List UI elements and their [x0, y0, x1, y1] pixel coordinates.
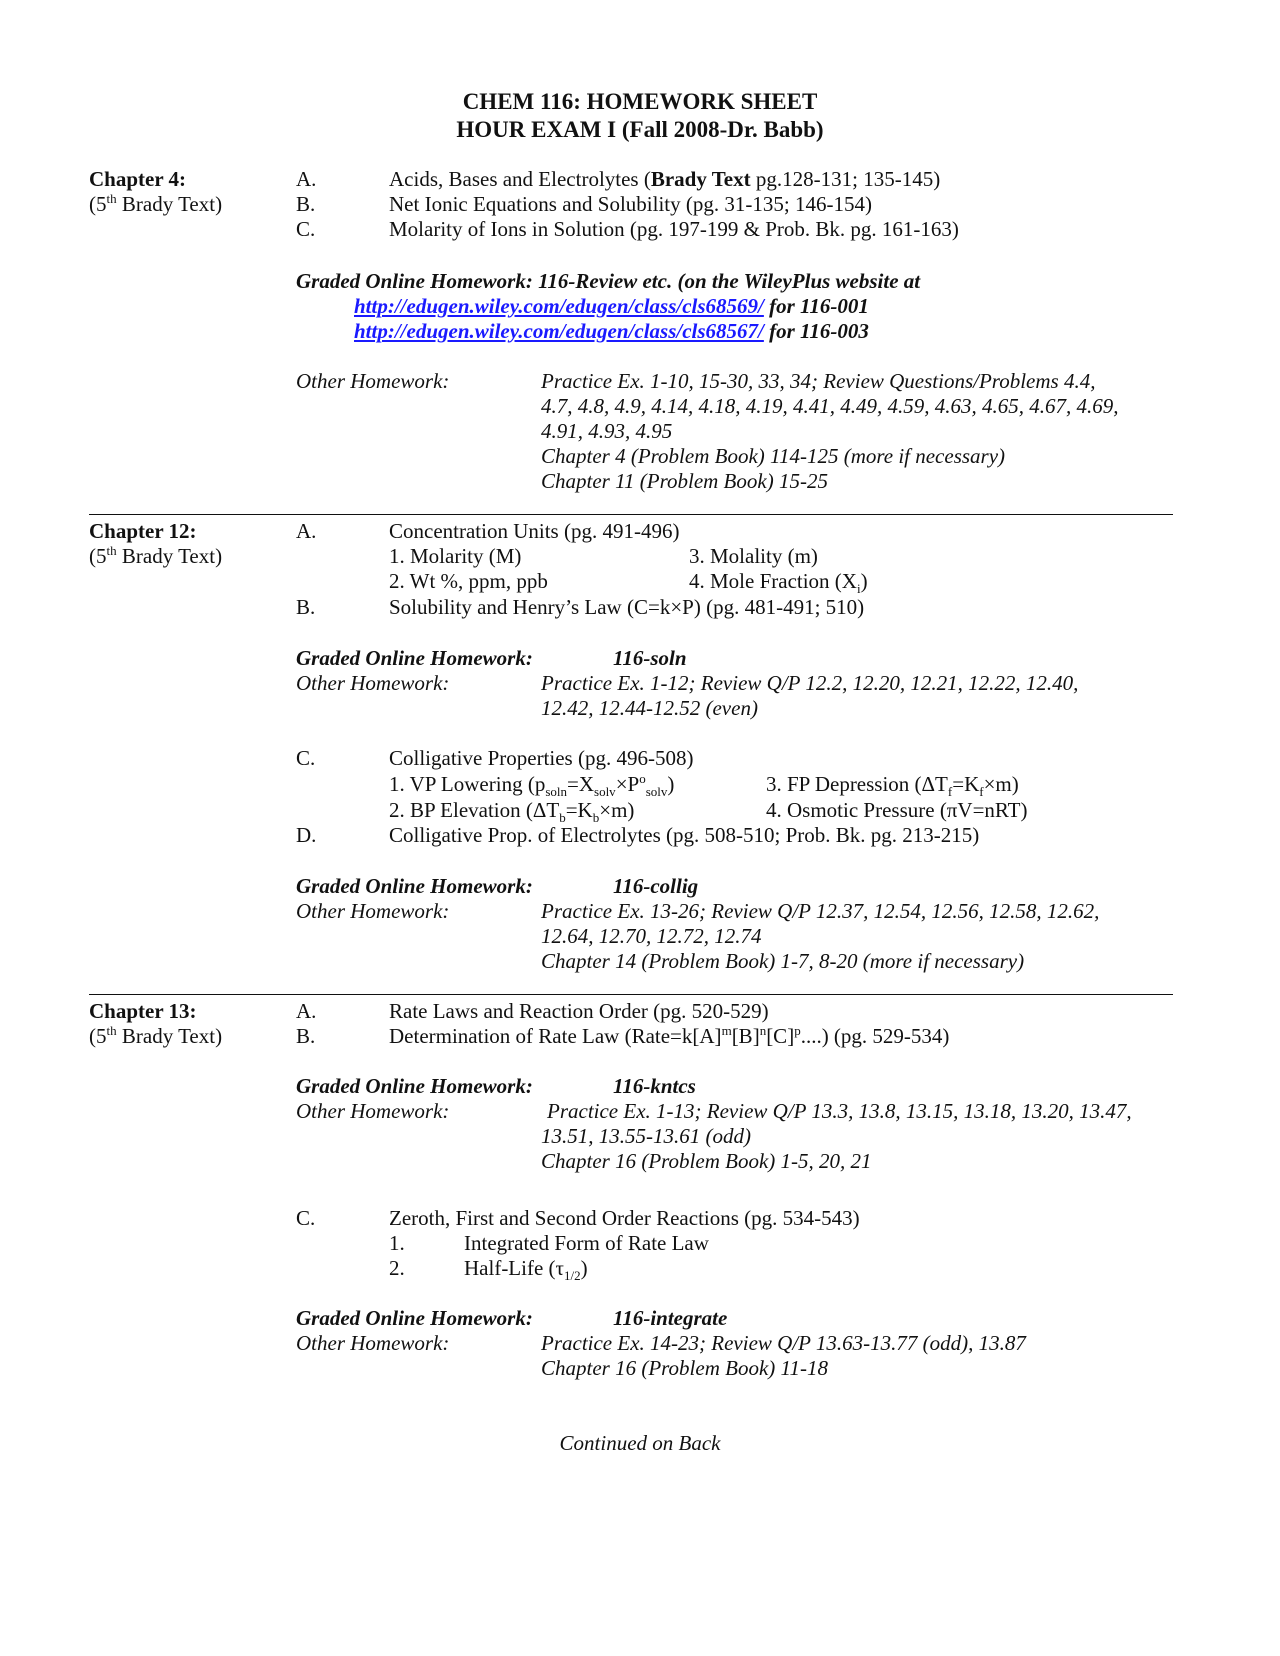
ch12-item-c-letter: C.: [296, 746, 316, 770]
continued-note: Continued on Back: [559, 1431, 721, 1455]
ch12-other-homework-label: Other Homework:: [296, 899, 450, 923]
ch13-subitem-number: 2.: [389, 1256, 405, 1280]
ch13-subitem: Integrated Form of Rate Law: [464, 1231, 709, 1255]
chapter-4-heading: Chapter 4:: [89, 167, 187, 191]
ch12-graded-homework-code: 116-collig: [613, 874, 699, 898]
ch4-item-b: Net Ionic Equations and Solubility (pg. 31-135; 146-154): [389, 192, 872, 216]
ch12-subitem: 1. Molarity (M): [389, 544, 522, 568]
chapter-12-text-ref: (5th Brady Text): [89, 543, 223, 568]
chapter-13-heading: Chapter 13:: [89, 999, 197, 1023]
ch12-other-homework-label: Other Homework:: [296, 671, 450, 695]
ch12-item-b-letter: B.: [296, 595, 316, 619]
ch13-other-line: Chapter 16 (Problem Book) 1-5, 20, 21: [541, 1149, 872, 1173]
wileyplus-link-001[interactable]: http://edugen.wiley.com/edugen/class/cls68569/: [354, 294, 764, 318]
chapter-12-heading: Chapter 12:: [89, 519, 197, 543]
ch4-item-c: Molarity of Ions in Solution (pg. 197-199 & Prob. Bk. pg. 161-163): [389, 217, 959, 241]
ch4-item-b-letter: B.: [296, 192, 316, 216]
ch12-item-a-letter: A.: [296, 519, 317, 543]
ch4-other-line: Chapter 11 (Problem Book) 15-25: [541, 469, 828, 493]
ch4-other-line: 4.7, 4.8, 4.9, 4.14, 4.18, 4.19, 4.41, 4.49, 4.59, 4.63, 4.65, 4.67, 4.69,: [541, 394, 1119, 418]
ch13-subitem-number: 1.: [389, 1231, 405, 1255]
ch12-graded-homework-label: Graded Online Homework:: [296, 646, 533, 670]
ch13-graded-homework-label: Graded Online Homework:: [296, 1306, 533, 1330]
ch13-other-line: Practice Ex. 14-23; Review Q/P 13.63-13.77 (odd), 13.87: [541, 1331, 1026, 1355]
ch4-other-line: Practice Ex. 1-10, 15-30, 33, 34; Review Questions/Problems 4.4,: [541, 369, 1096, 393]
ch13-other-homework-label: Other Homework:: [296, 1331, 450, 1355]
ch12-other-line: Practice Ex. 13-26; Review Q/P 12.37, 12.54, 12.56, 12.58, 12.62,: [541, 899, 1100, 923]
ch4-item-c-letter: C.: [296, 217, 316, 241]
ch12-other-line: 12.64, 12.70, 12.72, 12.74: [541, 924, 762, 948]
ch12-item-a: Concentration Units (pg. 491-496): [389, 519, 680, 543]
ch13-graded-homework-label: Graded Online Homework:: [296, 1074, 533, 1098]
ch12-subitem: 2. BP Elevation $(\Delta T_b=K_b\times m)$: [389, 798, 635, 826]
ch12-item-d-letter: D.: [296, 823, 317, 847]
ch12-subitem: 4. Mole Fraction $(X_i)$: [689, 569, 868, 597]
ch12-subitem: 3. Molality (m): [689, 544, 818, 568]
chapter-4-text-ref: (5th Brady Text): [89, 191, 223, 216]
ch4-link-001-row: http://edugen.wiley.com/edugen/class/cls68569/ for 116-001: [354, 294, 869, 318]
ch4-item-a: Acids, Bases and Electrolytes (Brady Text pg.128-131; 135-145): [389, 167, 941, 191]
ch12-subitem: 2. Wt %, ppm, ppb: [389, 569, 548, 593]
ch4-other-line: Chapter 4 (Problem Book) 114-125 (more if necessary): [541, 444, 1006, 468]
ch13-item-c: Zeroth, First and Second Order Reactions (pg. 534-543): [389, 1206, 860, 1230]
ch12-other-line: 12.42, 12.44-12.52 (even): [541, 696, 758, 720]
ch12-subitem: 1. VP Lowering $(p_{soln}=X_{solv}\times P^o_{solv})$: [389, 771, 675, 800]
ch12-subitem: 3. FP Depression $(\Delta T_f=K_f\times m)$: [766, 772, 1019, 800]
wileyplus-link-003[interactable]: http://edugen.wiley.com/edugen/class/cls68567/: [354, 319, 764, 343]
ch13-item-a: Rate Laws and Reaction Order (pg. 520-529): [389, 999, 769, 1023]
ch13-item-b-letter: B.: [296, 1024, 316, 1048]
ch4-graded-homework: Graded Online Homework: 116-Review etc. (on the WileyPlus website at: [296, 269, 921, 293]
ch12-graded-homework-code: 116-soln: [613, 646, 687, 670]
ch13-item-b: Determination of Rate Law $(Rate=k[A]^m[B]^n[C]^p....)$ (pg. 529-534): [389, 1023, 950, 1048]
ch4-other-homework-label: Other Homework:: [296, 369, 450, 393]
ch12-other-line: Practice Ex. 1-12; Review Q/P 12.2, 12.20, 12.21, 12.22, 12.40,: [541, 671, 1079, 695]
ch12-graded-homework-label: Graded Online Homework:: [296, 874, 533, 898]
ch12-subitem: 4. Osmotic Pressure (πV=nRT): [766, 798, 1028, 822]
ch4-link-003-row: http://edugen.wiley.com/edugen/class/cls68567/ for 116-003: [354, 319, 869, 343]
ch13-item-a-letter: A.: [296, 999, 317, 1023]
ch13-other-line: Chapter 16 (Problem Book) 11-18: [541, 1356, 828, 1380]
ch13-item-c-letter: C.: [296, 1206, 316, 1230]
ch13-graded-homework-code: 116-integrate: [613, 1306, 728, 1330]
chapter-13-text-ref: (5th Brady Text): [89, 1023, 223, 1048]
ch13-graded-homework-code: 116-kntcs: [613, 1074, 696, 1098]
ch13-other-line: 13.51, 13.55-13.61 (odd): [541, 1124, 751, 1148]
section-divider: [89, 994, 1173, 995]
ch4-other-line: 4.91, 4.93, 4.95: [541, 419, 673, 443]
section-divider: [89, 514, 1173, 515]
ch12-other-line: Chapter 14 (Problem Book) 1-7, 8-20 (more if necessary): [541, 949, 1025, 973]
ch12-item-b: Solubility and Henry’s Law (C=k×P) (pg. 481-491; 510): [389, 595, 865, 619]
page-title: CHEM 116: HOMEWORK SHEET: [462, 89, 818, 114]
page-subtitle: HOUR EXAM I (Fall 2008-Dr. Babb): [456, 117, 824, 142]
ch13-subitem: Half-Life $(\tau_{1/2})$: [464, 1256, 588, 1284]
ch13-other-homework-label: Other Homework:: [296, 1099, 450, 1123]
ch4-item-a-letter: A.: [296, 167, 317, 191]
ch12-item-c: Colligative Properties (pg. 496-508): [389, 746, 694, 770]
ch13-other-line: Practice Ex. 1-13; Review Q/P 13.3, 13.8, 13.15, 13.18, 13.20, 13.47,: [547, 1099, 1132, 1123]
ch12-item-d: Colligative Prop. of Electrolytes (pg. 508-510; Prob. Bk. pg. 213-215): [389, 823, 980, 847]
